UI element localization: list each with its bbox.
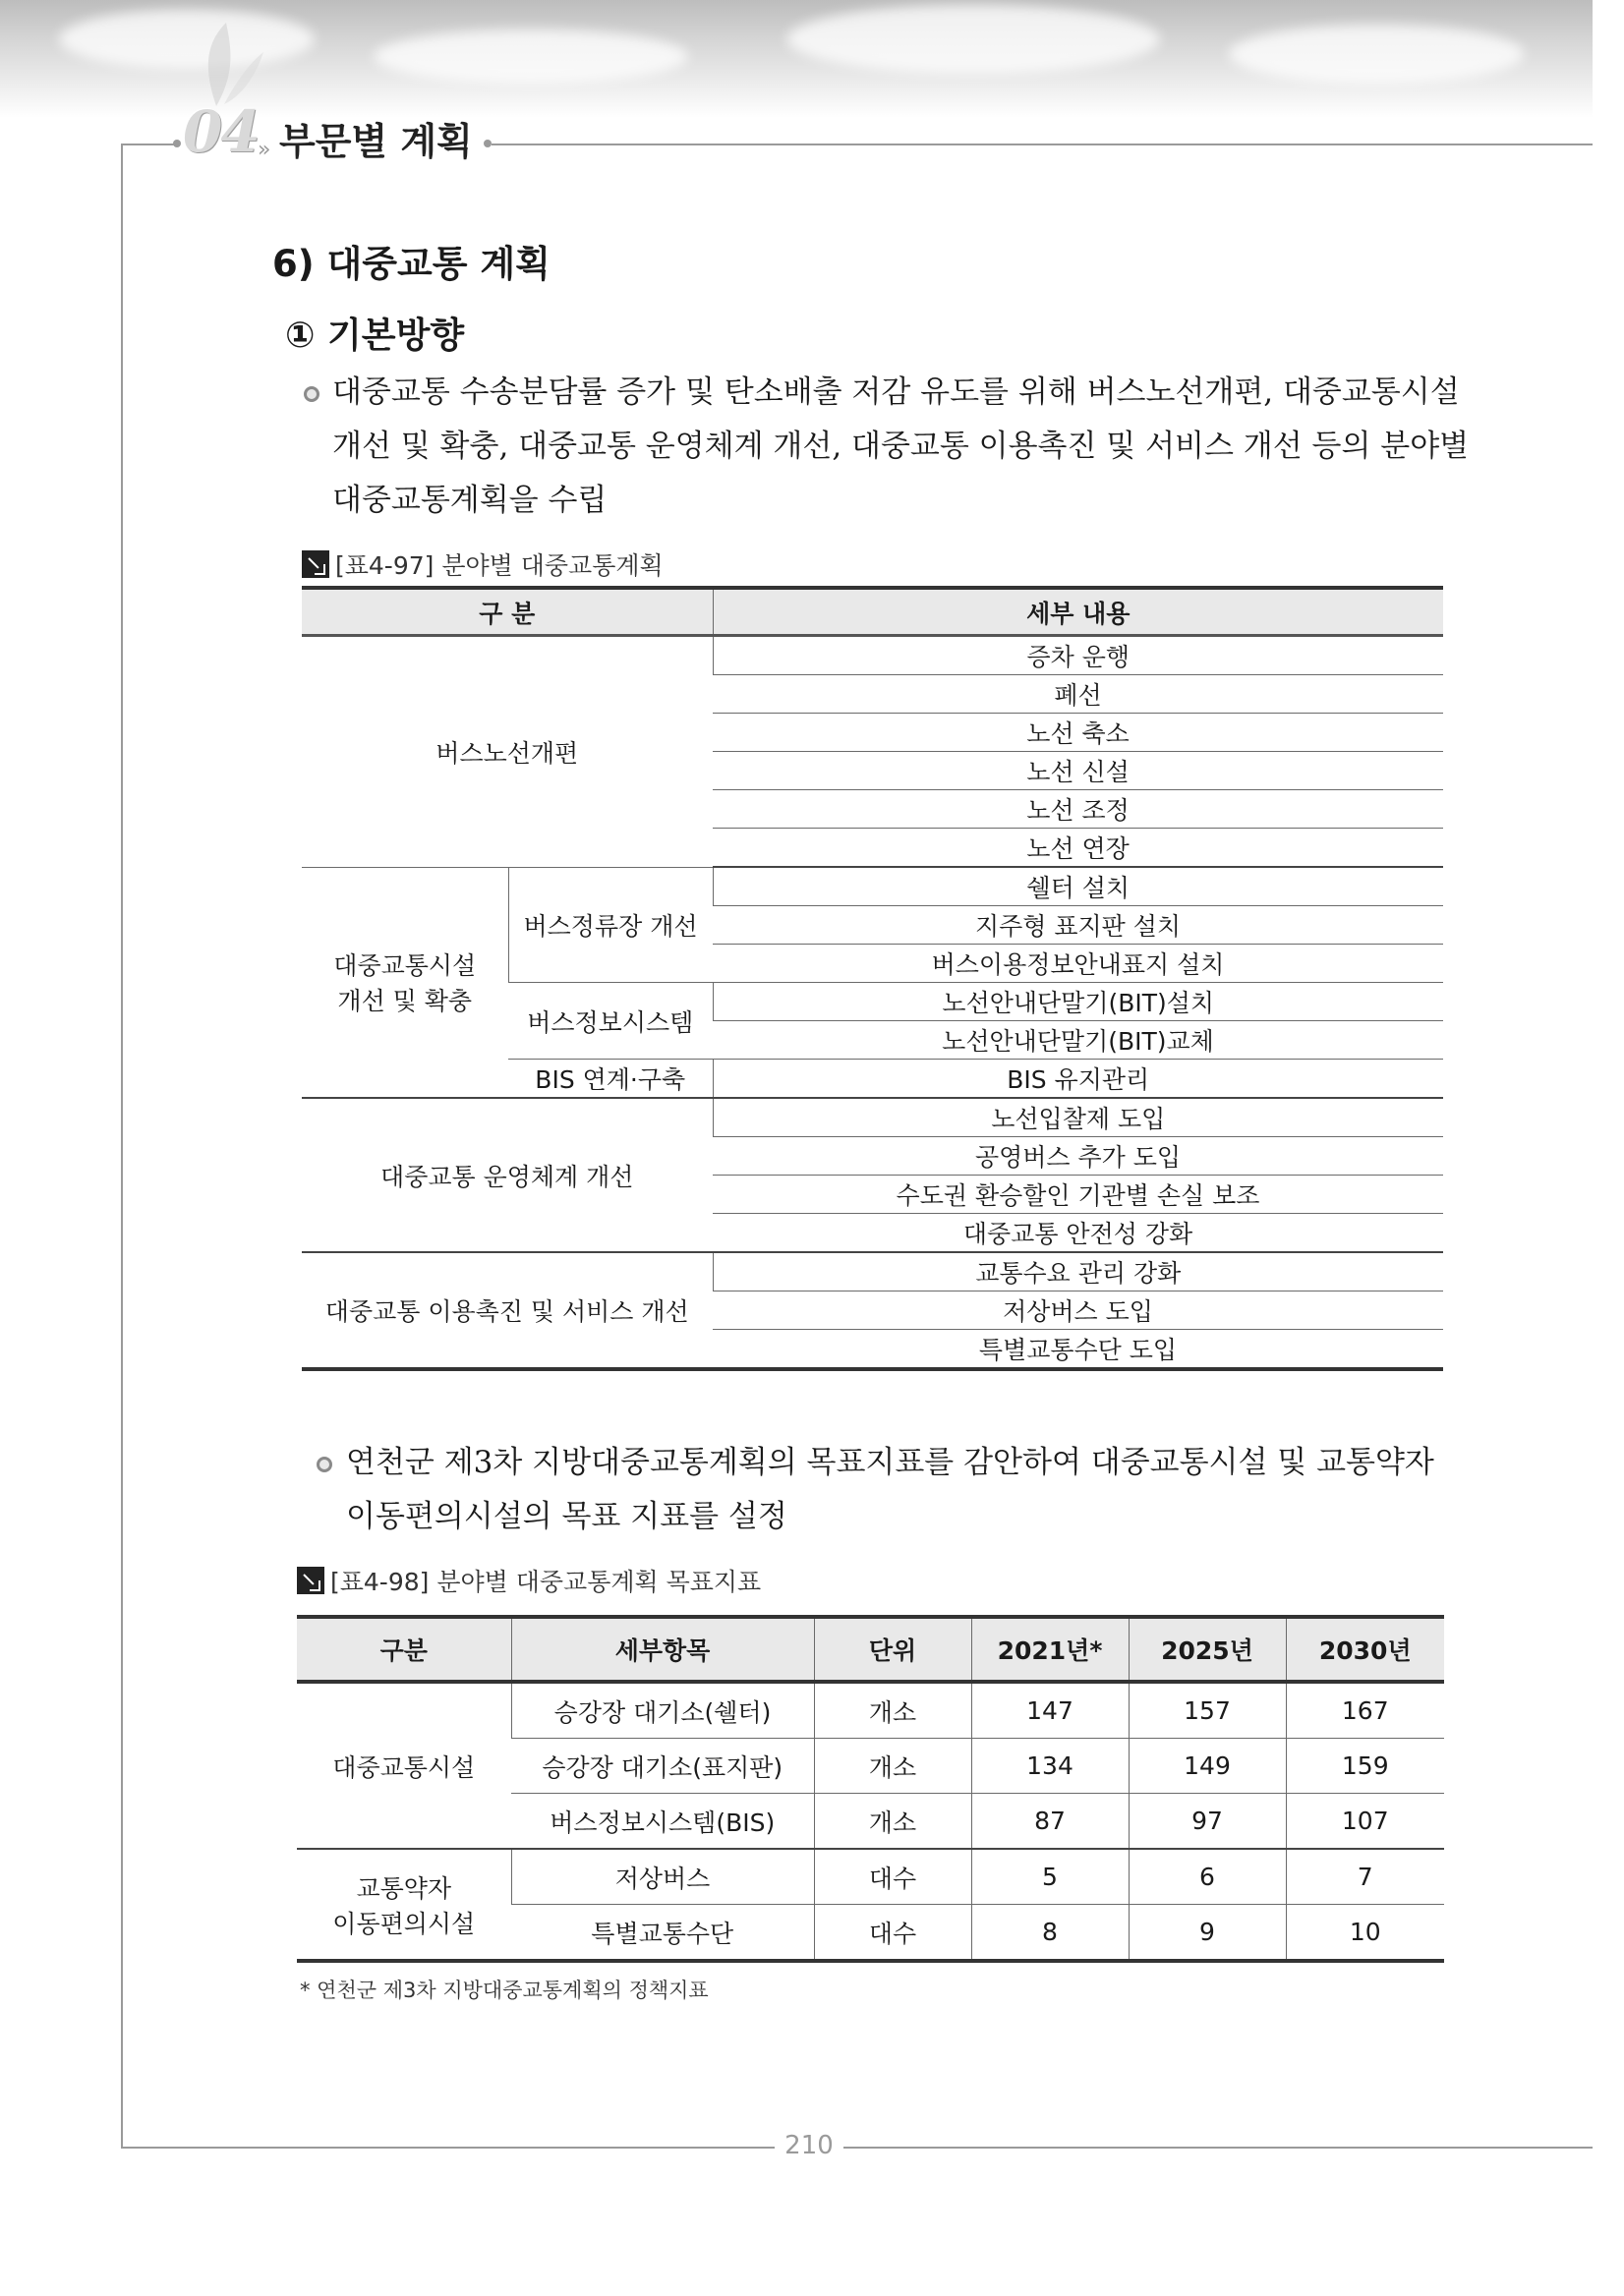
header-cell: 구분 (297, 1617, 511, 1682)
group-label (297, 1849, 511, 1961)
detail-cell: 수도권 환승할인 기관별 손실 보조 (713, 1176, 1443, 1214)
table-row (302, 867, 1443, 906)
detail-cell: 노선 연장 (713, 829, 1443, 868)
paragraph-line: 대중교통계획을 수립 (332, 483, 608, 518)
header-cell: 2021년* (971, 1617, 1129, 1682)
subgroup-label: BIS 연계·구축 (508, 1060, 713, 1099)
table-plan-by-sector (302, 586, 1443, 1371)
value-cell: 6 (1129, 1849, 1286, 1905)
unit-cell: 개소 (814, 1682, 971, 1739)
subgroup-label: 버스정류장 개선 (508, 867, 713, 983)
group-label-line: 대중교통시설 (333, 951, 477, 981)
value-cell: 107 (1286, 1794, 1444, 1850)
detail-cell: 노선 신설 (713, 752, 1443, 790)
chapter-number: 04 (183, 98, 259, 165)
table-caption-text: [표4-97] 분야별 대중교통계획 (335, 551, 664, 580)
group-label-line: 개선 및 확충 (337, 987, 473, 1016)
table-row (302, 1098, 1443, 1137)
detail-cell: 노선안내단말기(BIT)교체 (713, 1021, 1443, 1060)
header-category: 구 분 (302, 588, 713, 636)
value-cell: 134 (971, 1739, 1129, 1794)
header-rule-left (121, 144, 180, 145)
detail-cell: 대중교통 안전성 강화 (713, 1214, 1443, 1253)
table-target-indicators (297, 1615, 1444, 1963)
item-cell: 버스정보시스템(BIS) (511, 1794, 814, 1850)
detail-cell: 저상버스 도입 (713, 1292, 1443, 1330)
footer-rule-left (121, 2147, 775, 2149)
chapter-title: 부문별 계획 (279, 120, 473, 163)
table-row (297, 1682, 1444, 1739)
subgroup-label: 버스정보시스템 (508, 983, 713, 1060)
group-label: 대중교통 운영체계 개선 (302, 1098, 713, 1252)
value-cell: 97 (1129, 1794, 1286, 1850)
table-caption (302, 546, 664, 582)
item-cell: 승강장 대기소(쉘터) (511, 1682, 814, 1739)
table-caption-icon (297, 1567, 324, 1594)
table-header-row (297, 1617, 1444, 1682)
bullet-icon (304, 386, 319, 402)
value-cell: 5 (971, 1849, 1129, 1905)
detail-cell: 버스이용정보안내표지 설치 (713, 945, 1443, 983)
page-frame-left (121, 144, 123, 2149)
value-cell: 8 (971, 1905, 1129, 1962)
paragraph-line: 이동편의시설의 목표 지표를 설정 (346, 1499, 787, 1534)
item-cell: 승강장 대기소(표지판) (511, 1739, 814, 1794)
header-cell: 2030년 (1286, 1617, 1444, 1682)
unit-cell: 대수 (814, 1849, 971, 1905)
detail-cell: 교통수요 관리 강화 (713, 1252, 1443, 1292)
unit-cell: 대수 (814, 1905, 971, 1962)
item-cell: 저상버스 (511, 1849, 814, 1905)
group-label: 대중교통 이용촉진 및 서비스 개선 (302, 1252, 713, 1369)
header-cell: 세부항목 (511, 1617, 814, 1682)
group-label (302, 867, 508, 1098)
detail-cell: 쉘터 설치 (713, 867, 1443, 906)
group-label: 대중교통시설 (297, 1682, 511, 1849)
footer-rule-right (843, 2147, 1593, 2149)
table-caption-icon (302, 550, 329, 578)
paragraph-line: 개선 및 확충, 대중교통 운영체계 개선, 대중교통 이용촉진 및 서비스 개선 등의 분야별 (332, 429, 1470, 464)
table-row (302, 636, 1443, 675)
header-rule-dot (484, 140, 492, 147)
detail-cell: 증차 운행 (713, 636, 1443, 675)
header-cell: 2025년 (1129, 1617, 1286, 1682)
group-label-line: 이동편의시설 (332, 1909, 476, 1938)
section-title: 6) 대중교통 계획 (272, 243, 551, 285)
paragraph-line: 대중교통 수송분담률 증가 및 탄소배출 저감 유도를 위해 버스노선개편, 대중교통시설 (332, 374, 1460, 410)
value-cell: 159 (1286, 1739, 1444, 1794)
chapter-arrow-icon: » (258, 138, 271, 162)
detail-cell: 노선 조정 (713, 790, 1443, 829)
detail-cell: 특별교통수단 도입 (713, 1330, 1443, 1370)
page-number: 210 (784, 2131, 834, 2160)
header-rule-dot (173, 140, 181, 147)
detail-cell: 노선입찰제 도입 (713, 1098, 1443, 1137)
value-cell: 167 (1286, 1682, 1444, 1739)
table-row (297, 1849, 1444, 1905)
value-cell: 87 (971, 1794, 1129, 1850)
detail-cell: 지주형 표지판 설치 (713, 906, 1443, 945)
table-row (302, 1252, 1443, 1292)
value-cell: 147 (971, 1682, 1129, 1739)
detail-cell: 공영버스 추가 도입 (713, 1137, 1443, 1176)
value-cell: 9 (1129, 1905, 1286, 1962)
detail-cell: 노선안내단말기(BIT)설치 (713, 983, 1443, 1021)
leaf-icon (197, 18, 265, 111)
detail-cell: BIS 유지관리 (713, 1060, 1443, 1099)
group-label-line: 교통약자 (356, 1873, 452, 1903)
value-cell: 157 (1129, 1682, 1286, 1739)
bullet-icon (317, 1457, 332, 1472)
header-cell: 단위 (814, 1617, 971, 1682)
table-header-row (302, 588, 1443, 636)
table-caption-text: [표4-98] 분야별 대중교통계획 목표지표 (330, 1568, 762, 1596)
unit-cell: 개소 (814, 1739, 971, 1794)
value-cell: 149 (1129, 1739, 1286, 1794)
header-rule-right (492, 144, 1593, 145)
subsection-title: ① 기본방향 (285, 316, 465, 356)
header-detail: 세부 내용 (713, 588, 1443, 636)
item-cell: 특별교통수단 (511, 1905, 814, 1962)
detail-cell: 노선 축소 (713, 714, 1443, 752)
group-label: 버스노선개편 (302, 636, 713, 868)
unit-cell: 개소 (814, 1794, 971, 1850)
value-cell: 7 (1286, 1849, 1444, 1905)
paragraph-line: 연천군 제3차 지방대중교통계획의 목표지표를 감안하여 대중교통시설 및 교통약자 (346, 1445, 1434, 1480)
value-cell: 10 (1286, 1905, 1444, 1962)
detail-cell: 폐선 (713, 675, 1443, 714)
table-footnote: * 연천군 제3차 지방대중교통계획의 정책지표 (300, 1979, 709, 2002)
table-caption (297, 1563, 761, 1598)
